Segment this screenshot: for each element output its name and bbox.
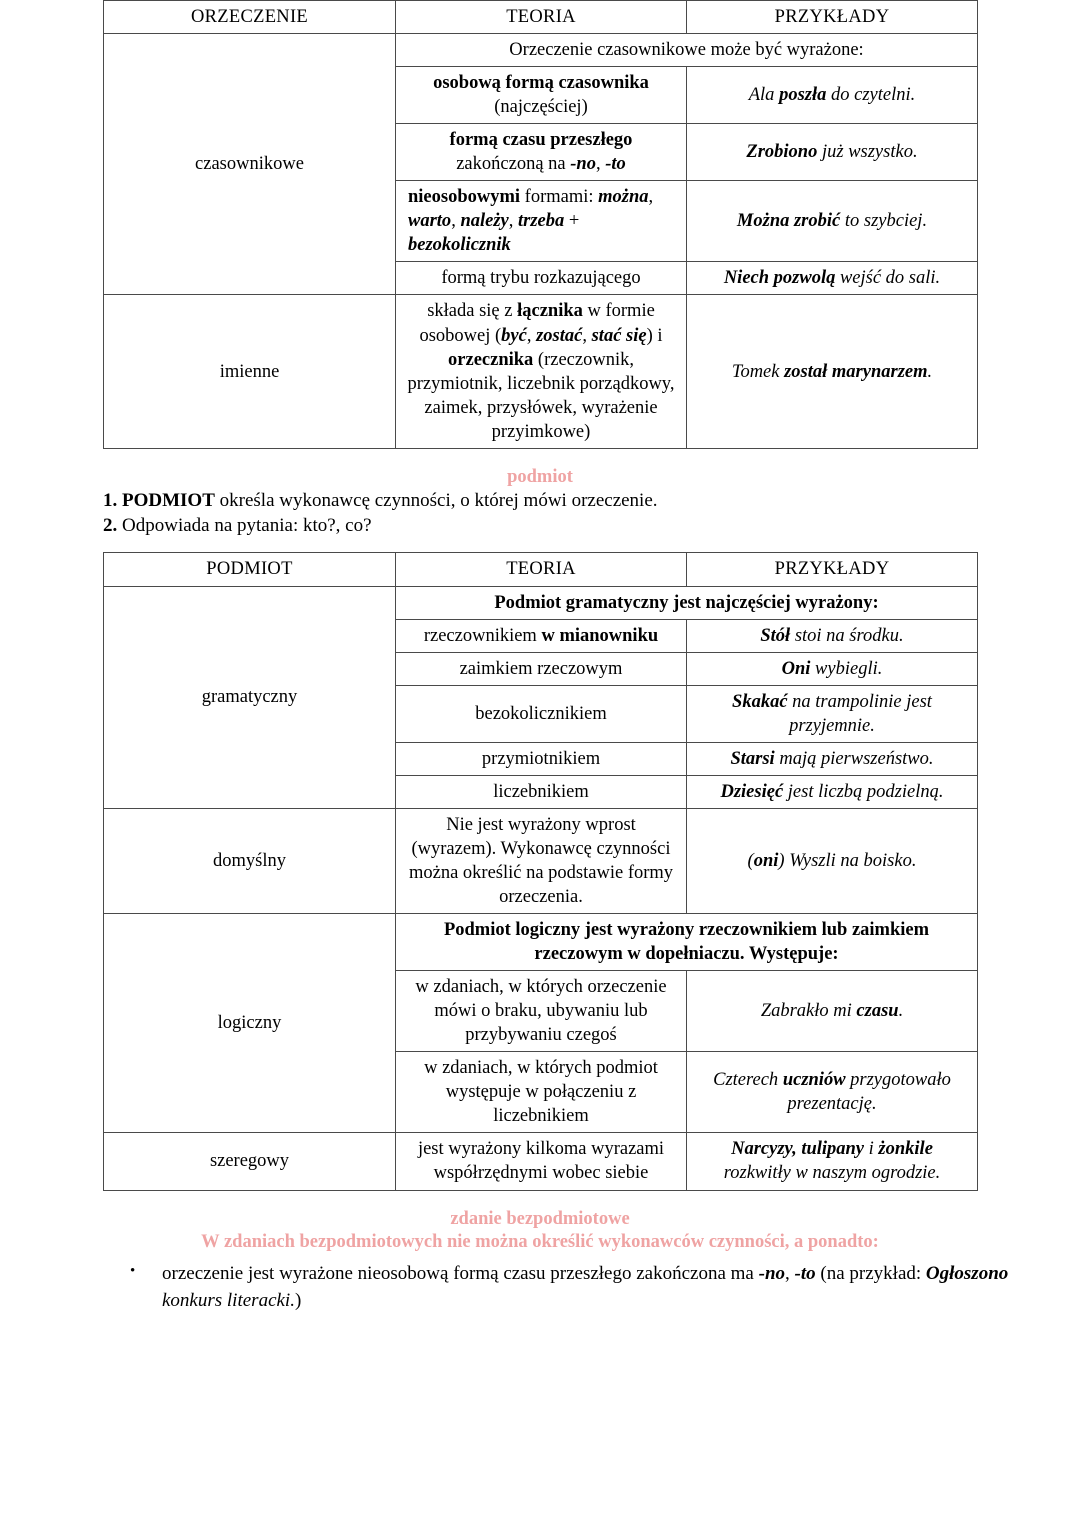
example-cell: Dziesięć jest liczbą podzielną. — [687, 775, 978, 808]
theory-cell: składa się z łącznika w formie osobowej (być, zostać, stać się) i orzecznika (rzeczownik, przymiotnik, liczebnik porządkowy, zaimek, przysłówek, wyrażenie przyimkowe) — [396, 295, 687, 448]
example-cell: Zrobiono już wszystko. — [687, 124, 978, 181]
podmiot-intro-block — [0, 466, 1080, 539]
example-cell: Starsi mają pierwszeństwo. — [687, 742, 978, 775]
example-cell: Czterech uczniów przygotowało prezentację. — [687, 1052, 978, 1133]
list-item — [130, 1260, 1040, 1315]
table-podmiot — [103, 552, 978, 1190]
theory-cell: przymiotnikiem — [396, 742, 687, 775]
example-cell: Ala poszła do czytelni. — [687, 67, 978, 124]
pink-heading-zdanie-bezpodmiotowe: zdanie bezpodmiotowe — [450, 1208, 630, 1229]
example-cell: Można zrobić to szybciej. — [687, 181, 978, 262]
table-row — [104, 295, 978, 448]
example-cell: Oni wybiegli. — [687, 652, 978, 685]
theory-cell: formą trybu rozkazującego — [396, 262, 687, 295]
pink-subheading-bezpodmiotowe: W zdaniach bezpodmiotowych nie można określić wykonawców czynności, a ponadto: — [201, 1231, 879, 1252]
pink-heading-podmiot: podmiot — [507, 466, 573, 487]
theory-cell: zaimkiem rzeczowym — [396, 652, 687, 685]
example-cell: Zabrakło mi czasu. — [687, 971, 978, 1052]
category-cell-domyslny: domyślny — [104, 808, 396, 913]
theory-cell: rzeczownikiem w mianowniku — [396, 619, 687, 652]
column-header-orzeczenie: ORZECZENIE — [104, 1, 396, 34]
theory-cell: liczebnikiem — [396, 775, 687, 808]
theory-cell: nieosobowymi formami: można, warto, należy, trzeba + bezokolicznik — [396, 181, 687, 262]
theory-cell: formą czasu przeszłego zakończoną na -no, -to — [396, 124, 687, 181]
column-header-przyklady: PRZYKŁADY — [687, 1, 978, 34]
theory-cell: jest wyrażony kilkoma wyrazami współrzędnymi wobec siebie — [396, 1133, 687, 1190]
bezpodmiotowe-block — [0, 1208, 1080, 1315]
theory-cell: w zdaniach, w których podmiot występuje w połączeniu z liczebnikiem — [396, 1052, 687, 1133]
bullet-dot-icon: • — [130, 1262, 136, 1279]
category-cell-logiczny: logiczny — [104, 914, 396, 1133]
example-cell: (oni) Wyszli na boisko. — [687, 808, 978, 913]
column-header-przyklady: PRZYKŁADY — [687, 553, 978, 586]
column-header-teoria: TEORIA — [396, 553, 687, 586]
example-cell: Stół stoi na środku. — [687, 619, 978, 652]
banner-podmiot-logiczny: Podmiot logiczny jest wyrażony rzeczownikiem lub zaimkiem rzeczowym w dopełniaczu. Występuje: — [396, 914, 978, 971]
table-row-banner — [104, 586, 978, 619]
example-cell: Niech pozwolą wejść do sali. — [687, 262, 978, 295]
category-cell-szeregowy: szeregowy — [104, 1133, 396, 1190]
table-row-banner — [104, 34, 978, 67]
theory-cell: osobową formą czasownika (najczęściej) — [396, 67, 687, 124]
category-cell-czasownikowe: czasownikowe — [104, 34, 396, 295]
category-cell-imienne: imienne — [104, 295, 396, 448]
spacer — [0, 538, 1080, 552]
column-header-teoria: TEORIA — [396, 1, 687, 34]
example-cell: Skakać na trampolinie jest przyjemnie. — [687, 685, 978, 742]
theory-cell: bezokolicznikiem — [396, 685, 687, 742]
podmiot-definition-list — [103, 488, 1080, 539]
table-row — [104, 1133, 978, 1190]
banner-podmiot-gramatyczny: Podmiot gramatyczny jest najczęściej wyrażony: — [396, 586, 978, 619]
podmiot-definition-line-2: 2. Odpowiada na pytania: kto?, co? — [103, 515, 372, 537]
table-header-row — [104, 553, 978, 586]
example-cell: Tomek został marynarzem. — [687, 295, 978, 448]
theory-cell: Nie jest wyrażony wprost (wyrazem). Wykonawcę czynności można określić na podstawie formy orzeczenia. — [396, 808, 687, 913]
banner-orzeczenie-czasownikowe: Orzeczenie czasownikowe może być wyrażone: — [396, 34, 978, 67]
column-header-podmiot: PODMIOT — [104, 553, 396, 586]
table-orzeczenie — [103, 0, 978, 449]
table-row-banner — [104, 914, 978, 971]
bezpodmiotowe-bullet-list — [0, 1260, 1080, 1315]
table-row — [104, 808, 978, 913]
category-cell-gramatyczny: gramatyczny — [104, 586, 396, 808]
list-item-text: orzeczenie jest wyrażone nieosobową formą czasu przeszłego zakończona ma -no, -to (na przykład: Ogłoszono konkurs literacki.) — [162, 1262, 1009, 1312]
podmiot-definition-line-1: 1. PODMIOT określa wykonawcę czynności, o której mówi orzeczenie. — [103, 489, 658, 511]
theory-cell: w zdaniach, w których orzeczenie mówi o braku, ubywaniu lub przybywaniu czegoś — [396, 971, 687, 1052]
example-cell: Narcyzy, tulipany i żonkile rozkwitły w naszym ogrodzie. — [687, 1133, 978, 1190]
table-header-row — [104, 1, 978, 34]
